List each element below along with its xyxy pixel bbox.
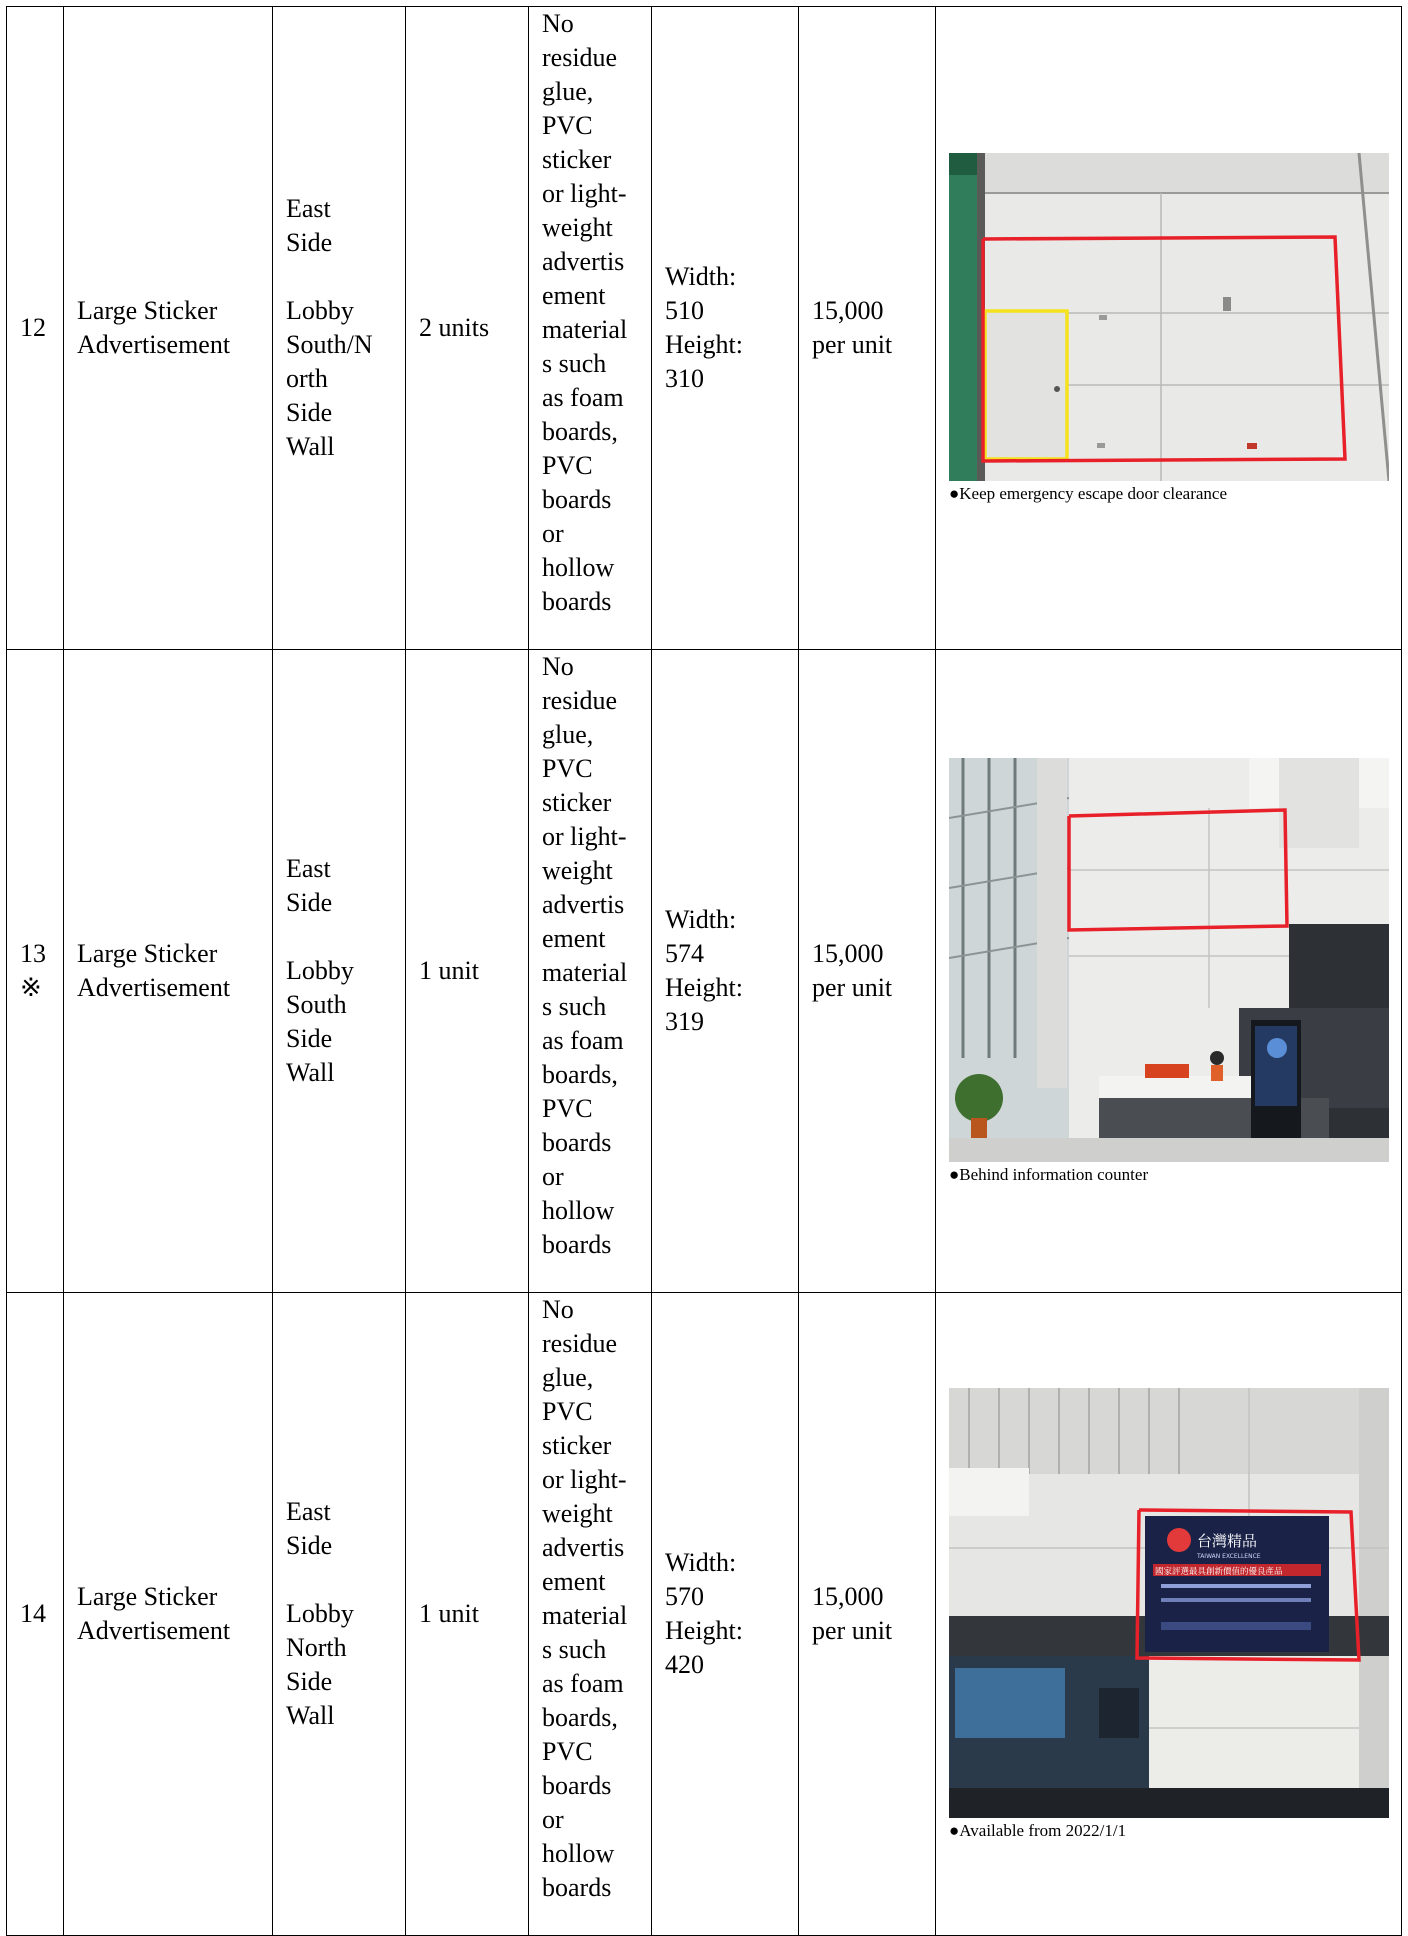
price-cell [799, 7, 936, 650]
size-cell [652, 7, 799, 650]
price-unit: per unit [812, 1616, 893, 1645]
location-line: South/N [286, 330, 373, 359]
location-line: South [286, 990, 347, 1019]
wall-photo [949, 153, 1389, 481]
price-unit: per unit [812, 330, 893, 359]
table-row [7, 650, 1402, 1293]
material-text: No residue glue, PVC sticker or light-weight advertisement materials such as foam boards, PVC boards or hollow boards [542, 652, 628, 1259]
photo-cell [936, 1293, 1402, 1936]
location-line: Side [286, 888, 333, 917]
location-line: Side [286, 228, 333, 257]
location-line: Wall [286, 1058, 335, 1087]
material-cell [529, 7, 652, 650]
size-line: 420 [665, 1650, 704, 1679]
price-amount: 15,000 [812, 1582, 884, 1611]
location-line: East [286, 194, 331, 223]
size-line: Height: [665, 1616, 743, 1645]
location-line: Side [286, 1667, 333, 1696]
item-number: 13 [20, 939, 46, 968]
size-line: 574 [665, 939, 704, 968]
material-cell [529, 650, 652, 1293]
price-cell [799, 650, 936, 1293]
photo-note: ●Available from 2022/1/1 [949, 1820, 1127, 1840]
quantity-cell [406, 650, 529, 1293]
size-cell [652, 650, 799, 1293]
size-line: Height: [665, 330, 743, 359]
quantity: 2 units [419, 313, 490, 342]
item-name: Large Sticker Advertisement [77, 939, 231, 1002]
location-cell [273, 650, 406, 1293]
size-line: 319 [665, 1007, 704, 1036]
price-unit: per unit [812, 973, 893, 1002]
location-line: Lobby [286, 296, 354, 325]
price-amount: 15,000 [812, 296, 884, 325]
item-number: 12 [20, 313, 46, 342]
item-number-cell [7, 7, 64, 650]
location-line: Lobby [286, 1599, 354, 1628]
location-line: Side [286, 1024, 333, 1053]
price-cell [799, 1293, 936, 1936]
location-line: orth [286, 364, 328, 393]
lobby-photo [949, 758, 1389, 1162]
quantity-cell [406, 7, 529, 650]
poster-title: 台灣精品 [1197, 1531, 1258, 1550]
size-line: Width: [665, 905, 737, 934]
location-gap [286, 260, 392, 294]
location-cell [273, 1293, 406, 1936]
photo-note: ●Behind information counter [949, 1164, 1149, 1184]
size-line: 310 [665, 364, 704, 393]
price-amount: 15,000 [812, 939, 884, 968]
item-number-cell [7, 1293, 64, 1936]
location-gap [286, 1563, 392, 1597]
material-text: No residue glue, PVC sticker or light-weight advertisement materials such as foam boards, PVC boards or hollow boards [542, 9, 628, 616]
poster-headline: 國家評選最具創新價值的優良產品 [1155, 1566, 1283, 1577]
location-line: Wall [286, 432, 335, 461]
item-name-cell [64, 1293, 273, 1936]
location-line: Wall [286, 1701, 335, 1730]
item-name-cell [64, 650, 273, 1293]
item-number: 14 [20, 1599, 46, 1628]
location-line: Lobby [286, 956, 354, 985]
size-line: Width: [665, 262, 737, 291]
photo-note: ●Keep emergency escape door clearance [949, 483, 1228, 503]
location-line: Side [286, 398, 333, 427]
material-cell [529, 1293, 652, 1936]
photo-cell [936, 650, 1402, 1293]
item-name: Large Sticker Advertisement [77, 1582, 231, 1645]
material-text: No residue glue, PVC sticker or light-weight advertisement materials such as foam boards, PVC boards or hollow boards [542, 1295, 628, 1902]
size-line: Width: [665, 1548, 737, 1577]
advertising-table [6, 6, 1402, 1936]
photo-cell [936, 7, 1402, 650]
table-row [7, 1293, 1402, 1936]
size-line: Height: [665, 973, 743, 1002]
poster-subtitle: TAIWAN EXCELLENCE [1197, 1552, 1261, 1560]
item-name-cell [64, 7, 273, 650]
table-row [7, 7, 1402, 650]
location-line: East [286, 1497, 331, 1526]
item-number-cell [7, 650, 64, 1293]
quantity: 1 unit [419, 1599, 479, 1628]
location-line: Side [286, 1531, 333, 1560]
item-name: Large Sticker Advertisement [77, 296, 231, 359]
north-wall-photo [949, 1388, 1389, 1818]
location-cell [273, 7, 406, 650]
item-mark: ※ [20, 973, 42, 1002]
location-line: North [286, 1633, 347, 1662]
quantity: 1 unit [419, 956, 479, 985]
size-line: 510 [665, 296, 704, 325]
size-line: 570 [665, 1582, 704, 1611]
location-gap [286, 920, 392, 954]
size-cell [652, 1293, 799, 1936]
quantity-cell [406, 1293, 529, 1936]
location-line: East [286, 854, 331, 883]
